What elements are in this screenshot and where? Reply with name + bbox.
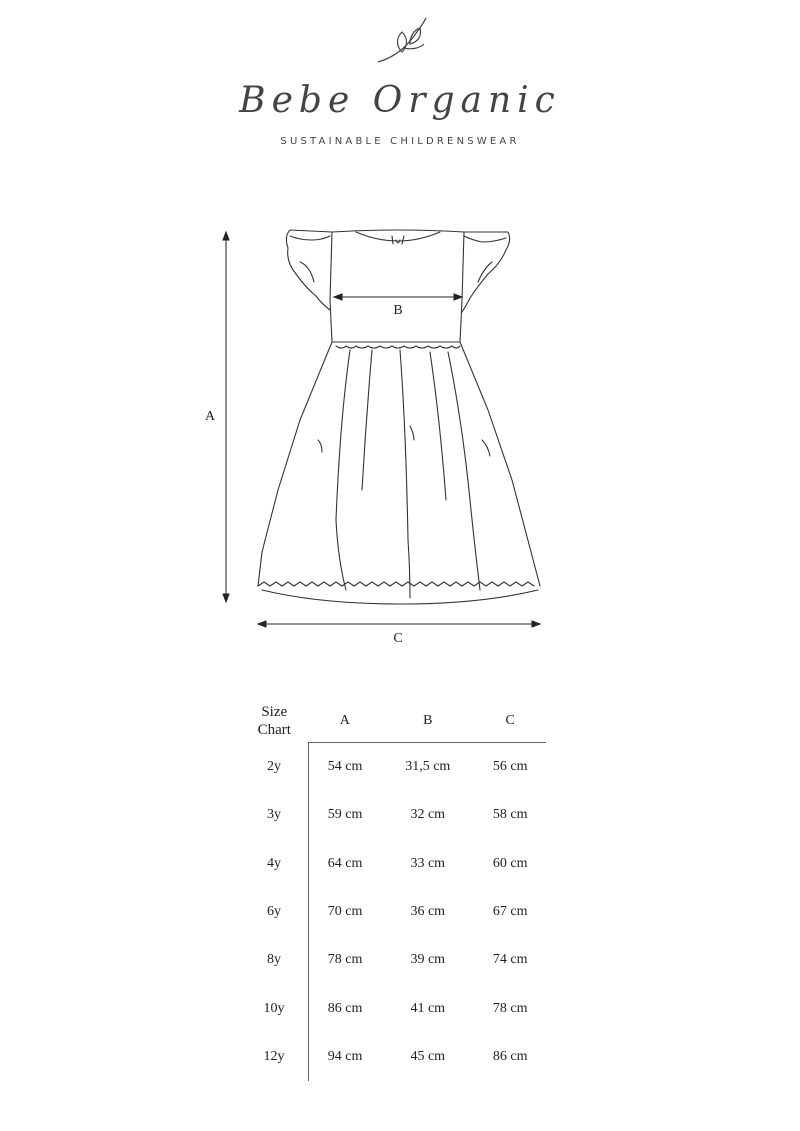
size-cell: 4y — [267, 855, 281, 871]
leaf-icon — [0, 0, 800, 80]
size-chart-table — [240, 700, 546, 1081]
value-a-cell: 54 cm — [309, 743, 382, 792]
value-b-cell: 39 cm — [410, 952, 446, 968]
size-chart-header-row — [240, 700, 546, 743]
brand-tagline: SUSTAINABLE CHILDRENSWEAR — [280, 136, 520, 147]
value-a-cell: 64 cm — [309, 840, 382, 888]
brand-logo — [0, 0, 800, 160]
column-header-c: C — [474, 700, 546, 743]
size-chart — [240, 700, 560, 1081]
table-row — [240, 888, 546, 936]
value-b-cell: 31,5 cm — [405, 759, 451, 775]
table-row — [240, 791, 546, 839]
value-b-cell: 32 cm — [410, 807, 446, 823]
measurement-c-arrow — [258, 621, 540, 627]
table-row — [240, 840, 546, 888]
value-c-cell: 58 cm — [492, 807, 528, 823]
value-b-cell: 41 cm — [410, 1000, 446, 1016]
value-a-cell: 59 cm — [309, 791, 382, 839]
size-cell: 10y — [263, 1000, 285, 1016]
value-a-cell: 86 cm — [309, 984, 382, 1032]
value-c-cell: 56 cm — [492, 759, 528, 775]
value-a-cell: 78 cm — [309, 936, 382, 984]
measurement-a-arrow — [223, 232, 229, 602]
size-cell: 12y — [263, 1048, 285, 1064]
table-row — [240, 1033, 546, 1081]
dress-outline — [258, 230, 540, 604]
table-row — [240, 936, 546, 984]
size-chart-title: Size Chart — [257, 704, 291, 739]
measurement-c-label: C — [393, 631, 403, 646]
size-cell: 3y — [267, 807, 281, 823]
column-header-b: B — [381, 700, 474, 743]
measurement-b-arrow — [334, 294, 462, 300]
measurement-b-label: B — [393, 303, 403, 318]
size-cell: 6y — [267, 904, 281, 920]
value-b-cell: 36 cm — [410, 904, 446, 920]
value-c-cell: 86 cm — [492, 1048, 528, 1064]
value-c-cell: 74 cm — [492, 952, 528, 968]
value-c-cell: 60 cm — [492, 855, 528, 871]
measurement-a-label: A — [204, 409, 216, 424]
size-cell: 2y — [267, 758, 281, 774]
dress-measurement-diagram — [0, 200, 800, 660]
table-row — [240, 984, 546, 1032]
value-c-cell: 78 cm — [492, 1000, 528, 1016]
column-header-a: A — [309, 700, 382, 743]
size-cell: 8y — [267, 952, 281, 968]
value-b-cell: 33 cm — [410, 855, 446, 871]
brand-name: Bebe Organic — [239, 80, 561, 121]
value-a-cell: 94 cm — [309, 1033, 382, 1081]
table-row — [240, 743, 546, 792]
value-c-cell: 67 cm — [492, 904, 528, 920]
value-a-cell: 70 cm — [309, 888, 382, 936]
value-b-cell: 45 cm — [410, 1048, 446, 1064]
